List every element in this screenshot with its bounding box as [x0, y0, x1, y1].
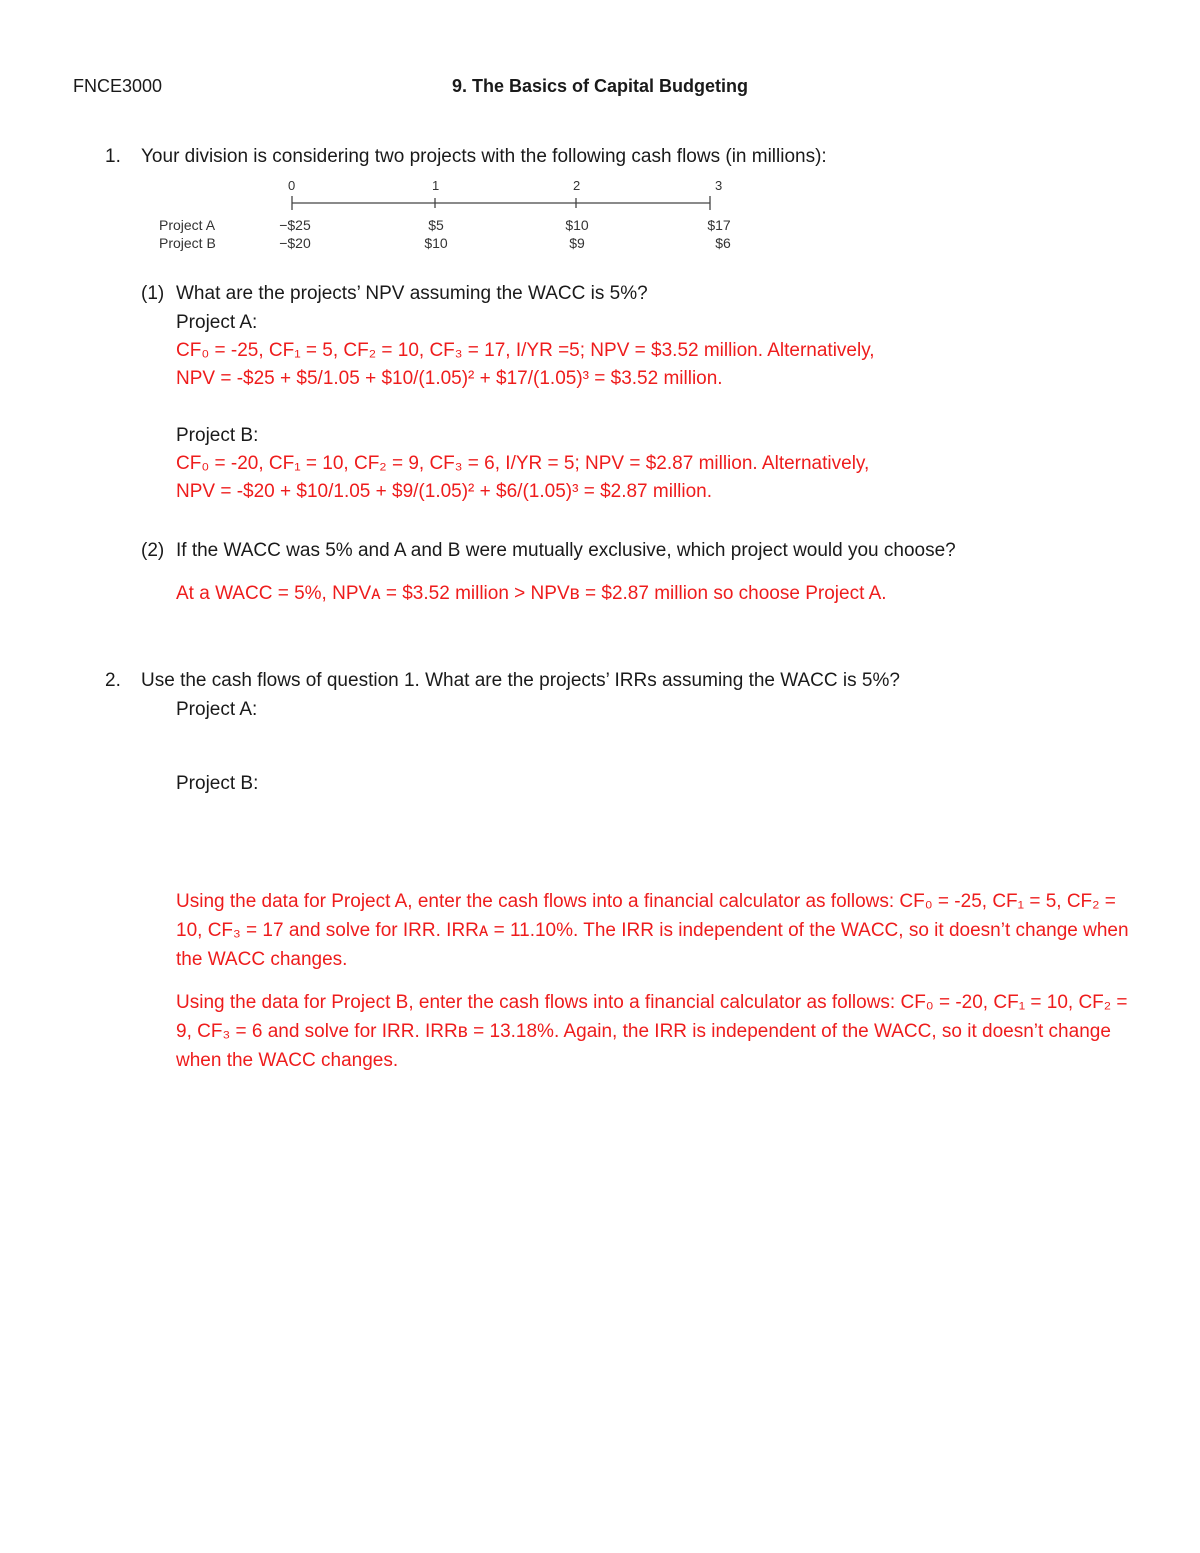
project-a-cf2: $10	[565, 217, 589, 233]
period-1-label: 1	[432, 178, 440, 193]
q2-number: 2.	[105, 670, 121, 691]
part1-project-b-label: Project B:	[176, 425, 259, 446]
project-a-cf0: −$25	[279, 217, 311, 233]
part1-project-a-label: Project A:	[176, 312, 258, 333]
project-b-cf3: $6	[715, 235, 731, 251]
page-title: 9. The Basics of Capital Budgeting	[452, 76, 749, 96]
project-b-cf0: −$20	[279, 235, 311, 251]
project-a-cf1: $5	[428, 217, 444, 233]
project-b-label: Project B	[159, 235, 216, 251]
period-3-label: 3	[715, 178, 723, 193]
q2-project-b-label: Project B:	[176, 773, 259, 794]
course-code: FNCE3000	[73, 76, 163, 96]
part1-project-b-answer-line2: NPV = -$20 + $10/1.05 + $9/(1.05)² + $6/(1.05)³ = $2.87 million.	[176, 481, 713, 502]
part1-project-a-answer-line2: NPV = -$25 + $5/1.05 + $10/(1.05)² + $17/(1.05)³ = $3.52 million.	[176, 368, 723, 389]
q2-prompt: Use the cash flows of question 1. What are the projects’ IRRs assuming the WACC is 5%?	[141, 670, 900, 691]
part1-question: What are the projects’ NPV assuming the WACC is 5%?	[176, 283, 648, 304]
period-2-label: 2	[573, 178, 581, 193]
project-a-cf3: $17	[707, 217, 731, 233]
q2-project-a-label: Project A:	[176, 699, 258, 720]
q1-number: 1.	[105, 146, 121, 167]
part2-answer: At a WACC = 5%, NPVᴀ = $3.52 million > NPVʙ = $2.87 million so choose Project A.	[176, 583, 887, 604]
part2-question: If the WACC was 5% and A and B were mutually exclusive, which project would you choose?	[176, 540, 956, 561]
part1-project-a-answer-line1: CF₀ = -25, CF₁ = 5, CF₂ = 10, CF₃ = 17, I/YR =5; NPV = $3.52 million. Alternatively,	[176, 340, 875, 361]
q1-prompt: Your division is considering two projects with the following cash flows (in millions):	[141, 146, 827, 167]
project-a-label: Project A	[159, 217, 216, 233]
period-0-label: 0	[288, 178, 296, 193]
part2-number: (2)	[141, 540, 165, 561]
q2-answer-project-b: Using the data for Project B, enter the cash flows into a financial calculator as follows: CF₀ = -20, CF₁ = 10, CF₂ = 9, CF₃ = 6 and solve for IRR. IRRʙ = 13.18%. Again, the IRR is independent of the WACC, so it doesn’t change when the WACC changes.	[176, 992, 1128, 1071]
timeline-axis	[280, 194, 725, 212]
part1-number: (1)	[141, 283, 165, 304]
project-b-cf1: $10	[424, 235, 448, 251]
part1-project-b-answer-line1: CF₀ = -20, CF₁ = 10, CF₂ = 9, CF₃ = 6, I/YR = 5; NPV = $2.87 million. Alternatively,	[176, 453, 870, 474]
project-b-cf2: $9	[569, 235, 585, 251]
q2-answer-project-a: Using the data for Project A, enter the cash flows into a financial calculator as follows: CF₀ = -25, CF₁ = 5, CF₂ = 10, CF₃ = 17 and solve for IRR. IRRᴀ = 11.10%. The IRR is independent of the WACC, so it doesn’t change when the WACC changes.	[176, 891, 1129, 970]
